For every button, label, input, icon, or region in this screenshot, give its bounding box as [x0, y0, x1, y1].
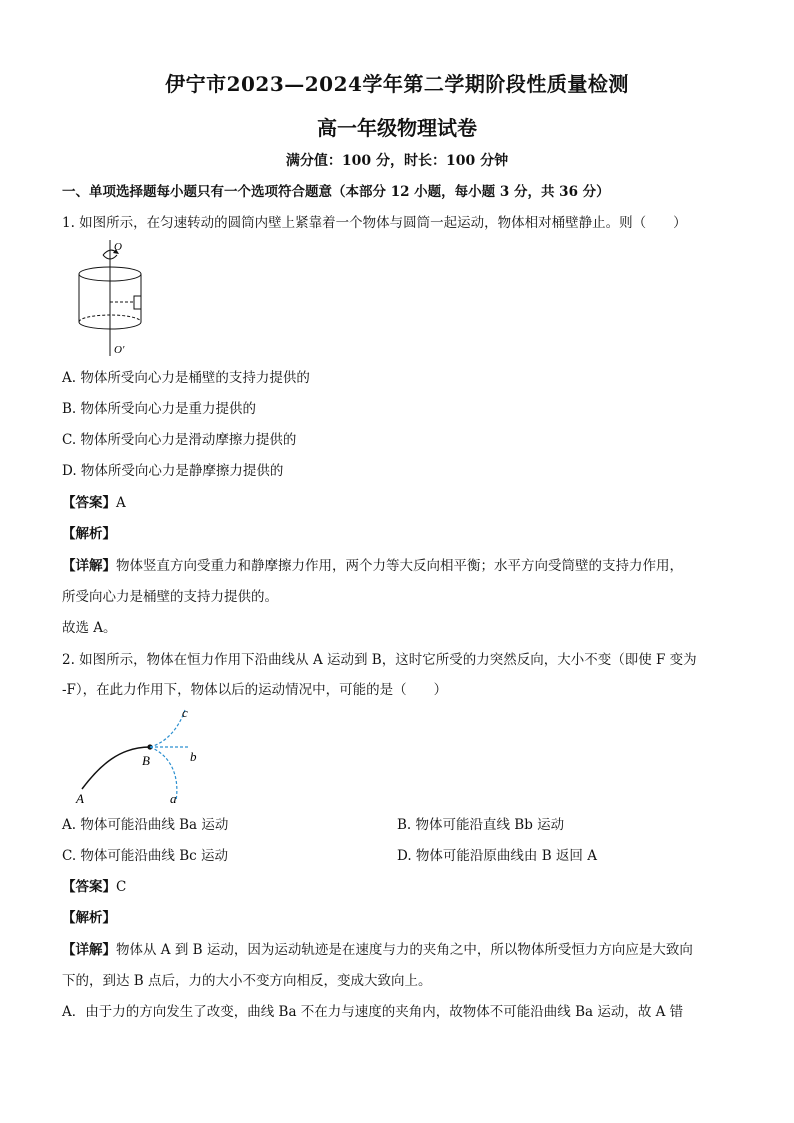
q1-option-b: B. 物体所受向心力是重力提供的 — [62, 401, 257, 417]
q1-conclusion: 故选 A。 — [62, 620, 117, 636]
label-B: B — [142, 753, 150, 768]
q2-detail-3: A．由于力的方向发生了改变，曲线 Ba 不在力与速度的夹角内，故物体不可能沿曲线 Ba 运动，故 A 错 — [62, 1004, 684, 1020]
answer-tag: 【答案】 — [62, 495, 116, 511]
detail-tag: 【详解】 — [62, 942, 116, 958]
object-block — [134, 296, 141, 309]
q2-option-b: B. 物体可能沿直线 Bb 运动 — [397, 817, 565, 833]
q1-option-d: D. 物体所受向心力是静摩擦力提供的 — [62, 463, 284, 479]
q2-option-a: A. 物体可能沿曲线 Ba 运动 — [62, 817, 229, 833]
q2-trajectory-figure — [70, 705, 220, 809]
q1-option-a: A. 物体所受向心力是桶壁的支持力提供的 — [62, 370, 310, 386]
q2-answer — [62, 877, 126, 897]
curve-Bc — [150, 710, 185, 747]
label-a: a — [170, 791, 177, 806]
label-A: A — [76, 791, 84, 806]
q1-cylinder-figure — [72, 238, 162, 360]
q1-detail-2: 所受向心力是桶壁的支持力提供的。 — [62, 589, 278, 605]
answer-tag: 【答案】 — [62, 879, 116, 895]
q2-stem-2: -F），在此力作用下，物体以后的运动情况中，可能的是（ ） — [62, 682, 448, 698]
detail-tag: 【详解】 — [62, 558, 116, 574]
label-b: b — [190, 749, 197, 764]
q1-answer — [62, 493, 126, 513]
q1-option-c: C. 物体所受向心力是滑动摩擦力提供的 — [62, 432, 297, 448]
detail-text: 物体从 A 到 B 运动，因为运动轨迹是在速度与力的夹角之中，所以物体所受恒力方向应是大致向 — [116, 942, 693, 958]
q2-option-d: D. 物体可能沿原曲线由 B 返回 A — [397, 848, 597, 864]
exam-title: 伊宁市2023—2024学年第二学期阶段性质量检测 — [165, 72, 629, 96]
detail-text: 物体竖直方向受重力和静摩擦力作用，两个力等大反向相平衡；水平方向受筒壁的支持力作用， — [116, 558, 683, 574]
q2-detail-2: 下的，到达 B 点后，力的大小不变方向相反，变成大致向上。 — [62, 973, 432, 989]
exam-meta: 满分值：100 分，时长：100 分钟 — [285, 153, 509, 169]
label-O: O — [114, 241, 122, 253]
q2-stem-1: 2. 如图所示，物体在恒力作用下沿曲线从 A 运动到 B，这时它所受的力突然反向，大小不变（即使 F 变为 — [62, 652, 697, 668]
answer-value: C — [116, 879, 127, 895]
q2-detail-1 — [62, 940, 693, 960]
label-O-prime: O′ — [114, 344, 125, 356]
q2-option-c: C. 物体可能沿曲线 Bc 运动 — [62, 848, 228, 864]
curve-AB — [82, 747, 150, 789]
q1-stem: 1. 如图所示，在匀速转动的圆筒内壁上紧靠着一个物体与圆筒一起运动，物体相对桶壁静止。则（ ） — [62, 215, 687, 231]
section-heading: 一、单项选择题每小题只有一个选项符合题意（本部分 12 小题，每小题 3 分，共 36 分） — [62, 184, 610, 200]
q2-analysis-tag: 【解析】 — [62, 910, 116, 926]
exam-subtitle: 高一年级物理试卷 — [317, 116, 477, 140]
label-c: c — [182, 705, 188, 720]
answer-value: A — [116, 495, 126, 511]
q1-analysis-tag: 【解析】 — [62, 526, 116, 542]
q1-detail-1 — [62, 556, 683, 576]
